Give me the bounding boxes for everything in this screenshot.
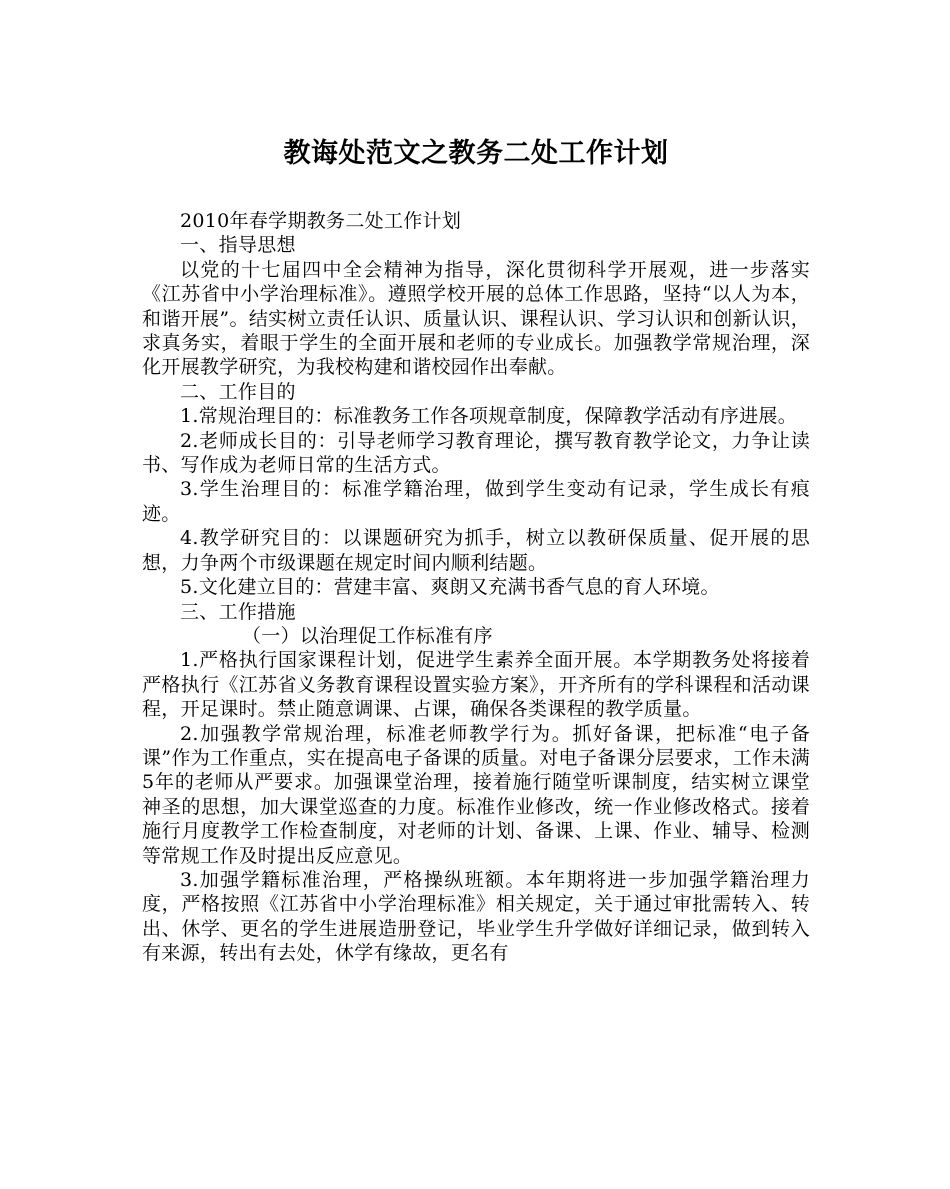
paragraph: 3.学生治理目的：标准学籍治理，做到学生变动有记录，学生成长有痕迹。 [142,478,810,525]
paragraph: 2.加强教学常规治理，标准老师教学行为。抓好备课，把标准“电子备课”作为工作重点，实在提高电子备课的质量。对电子备课分层要求，工作未满5年的老师从严要求。加强课堂治理，接着施行随堂听课制度，结实树立课堂神圣的思想，加大课堂巡查的力度。标准作业修改，统一作业修改格式。接着施行月度教学工作检查制度，对老师的计划、备课、上课、作业、辅导、检测等常规工作及时提出反应意见。 [142,722,810,867]
section-heading: 一、指导思想 [180,234,296,257]
paragraph: 1.严格执行国家课程计划，促进学生素养全面开展。本学期教务处将接着严格执行《江苏省义务教育课程设置实验方案》，开齐所有的学科课程和活动课程，开足课时。禁止随意调课、占课，确保各类课程的教学质量。 [142,649,810,721]
paragraph: 4.教学研究目的：以课题研究为抓手，树立以教研保质量、促开展的思想，力争两个市级课题在规定时间内顺利结题。 [142,527,810,574]
subsection-heading: （一）以治理促工作标准有序 [242,624,493,647]
paragraph: 5.文化建立目的：营建丰富、爽朗又充满书香气息的育人环境。 [180,576,720,599]
paragraph: 2010年春学期教务二处工作计划 [180,210,462,232]
document-title: 教诲处范文之教务二处工作计划 [283,138,669,169]
paragraph: 2.老师成长目的：引导老师学习教育理论，撰写教育教学论文，力争让读书、写作成为老师日常的生活方式。 [142,429,810,477]
paragraph: 3.加强学籍标准治理，严格操纵班额。本年期将进一步加强学籍治理力度，严格按照《江苏省中小学治理标准》相关规定，关于通过审批需转入、转出、休学、更名的学生进展造册登记，毕业学生升学做好详细记录，做到转入有来源，转出有去处，休学有缘故，更名有 [142,868,810,965]
paragraph: 以党的十七届四中全会精神为指导，深化贯彻科学开展观，进一步落实《江苏省中小学治理标准》。遵照学校开展的总体工作思路，坚持“以人为本，和谐开展”。结实树立责任认识、质量认识、课程认识、学习认识和创新认识，求真务实，着眼于学生的全面开展和老师的专业成长。加强教学常规治理，深化开展教学研究，为我校构建和谐校园作出奉献。 [142,258,810,379]
paragraph: 1.常规治理目的：标准教务工作各项规章制度，保障教学活动有序进展。 [180,405,798,428]
section-heading: 三、工作措施 [180,600,296,623]
section-heading: 二、工作目的 [180,380,296,403]
document-body [142,209,810,966]
